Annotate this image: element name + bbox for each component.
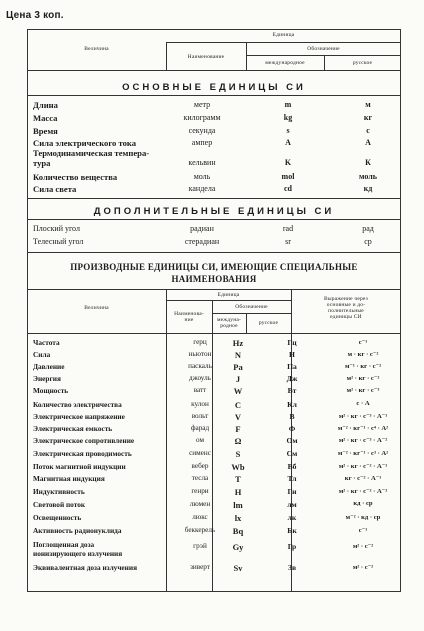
international-symbol-cell: kg (283, 113, 293, 122)
unit-name-cell: моль (193, 172, 211, 181)
unit-name-cell: сименс (189, 449, 211, 457)
unit-name-cell: грэй (193, 542, 207, 550)
quantity-cell: Длина (33, 100, 58, 110)
international-symbol-cell: rad (282, 224, 294, 233)
russian-symbol-cell: Гр (287, 542, 297, 551)
international-symbol-cell: cd (284, 184, 292, 193)
russian-symbol-cell: Кл (287, 400, 297, 409)
unit-name-cell: фарад (190, 424, 210, 432)
quantity-cell: Телесный угол (33, 237, 84, 246)
header-russian: русское (352, 60, 373, 66)
international-symbol-cell: Ω (234, 436, 242, 446)
quantity-cell: Количество вещества (33, 172, 118, 182)
divider (166, 42, 401, 43)
section-title-basic: ОСНОВНЫЕ ЕДИНИЦЫ СИ (122, 82, 306, 93)
international-symbol-cell: A (285, 138, 291, 147)
russian-symbol-cell: Дж (286, 374, 298, 383)
international-symbol-cell: mol (281, 172, 295, 181)
quantity-cell: Сила электрического тока (33, 138, 136, 148)
quantity-cell: Время (33, 126, 58, 136)
unit-name-cell: метр (193, 100, 211, 109)
russian-symbol-cell: м (365, 100, 371, 109)
russian-symbol-cell: Ф (288, 424, 296, 433)
unit-name-cell: ампер (191, 138, 213, 147)
russian-symbol-cell: с (366, 126, 370, 135)
international-symbol-cell: sr (285, 237, 291, 246)
quantity-cell: Световой поток (33, 500, 86, 509)
header-international: международное (265, 60, 305, 66)
unit-name-cell: ньютон (188, 350, 212, 358)
si-expression-cell: м² · кг · с⁻² · А⁻¹ (338, 463, 388, 470)
international-symbol-cell: Hz (232, 338, 244, 348)
russian-symbol-cell: Вб (287, 462, 297, 471)
unit-name-cell: ом (195, 436, 204, 444)
russian-symbol-cell: К (365, 158, 371, 167)
quantity-cell: Активность радионуклида (33, 526, 122, 535)
russian-symbol-cell: См (286, 449, 298, 458)
unit-name-cell: зиверт (190, 563, 210, 571)
russian-symbol-cell: лм (287, 500, 297, 509)
russian-symbol-cell: Бк (287, 526, 297, 535)
si-expression-cell: м² · с⁻² (352, 564, 374, 571)
header-unit: Единица (272, 32, 295, 38)
unit-name-cell: вольт (191, 412, 209, 420)
unit-name-cell: тесла (191, 474, 209, 482)
header-name: Наименование (187, 54, 225, 60)
quantity-cell: Масса (33, 113, 58, 123)
si-expression-cell: м⁻² · кд · ср (345, 514, 381, 521)
international-symbol-cell: T (235, 474, 241, 484)
unit-name-cell: килограмм (183, 113, 221, 122)
quantity-cell: Термодинамическая темпера- тура (33, 148, 150, 168)
si-expression-cell: м² · кг · с⁻³ · А⁻² (338, 437, 388, 444)
divider (27, 219, 401, 220)
russian-symbol-cell: Тл (287, 474, 297, 483)
international-symbol-cell: N (234, 350, 242, 360)
russian-symbol-cell: рад (362, 224, 374, 233)
international-symbol-cell: m (284, 100, 292, 109)
header-unit: Единица (217, 292, 240, 298)
international-symbol-cell: J (235, 374, 241, 384)
si-expression-cell: м² · с⁻² (352, 543, 374, 550)
quantity-cell: Поток магнитной индукции (33, 462, 126, 471)
unit-name-cell: беккерель (184, 526, 216, 534)
si-expression-cell: м² · кг · с⁻² · А⁻² (338, 488, 388, 495)
international-symbol-cell: s (286, 126, 290, 135)
russian-symbol-cell: Н (289, 350, 295, 359)
unit-name-cell: генри (191, 487, 209, 495)
section-title-derived: ПРОИЗВОДНЫЕ ЕДИНИЦЫ СИ, ИМЕЮЩИЕ СПЕЦИАЛЬНЫЕ НАИМЕНОВАНИЯ (70, 262, 358, 284)
si-expression-cell: м⁻² · кг⁻¹ · с⁴ · А² (337, 425, 389, 432)
russian-symbol-cell: Ом (286, 436, 298, 445)
international-symbol-cell: lm (233, 500, 243, 510)
quantity-cell: Давление (33, 362, 65, 371)
header-russian: русское (258, 320, 279, 326)
international-symbol-cell: Pa (233, 362, 243, 372)
international-symbol-cell: F (235, 424, 241, 434)
si-expression-cell: кд · ср (353, 500, 373, 507)
quantity-cell: Сила света (33, 184, 77, 194)
quantity-cell: Поглощенная доза ионизирующего излучения (33, 540, 123, 558)
quantity-cell: Электрическая емкость (33, 424, 113, 433)
russian-symbol-cell: А (365, 138, 371, 147)
si-expression-cell: с⁻¹ (358, 527, 368, 534)
russian-symbol-cell: Зв (287, 563, 297, 572)
international-symbol-cell: S (235, 449, 241, 459)
header-international: междуна- родное (216, 317, 242, 329)
unit-name-cell: секунда (188, 126, 216, 135)
quantity-cell: Эквивалентная доза излучения (33, 563, 138, 572)
divider (27, 289, 401, 290)
divider (27, 70, 401, 71)
unit-name-cell: люкс (192, 513, 208, 521)
international-symbol-cell: V (234, 412, 242, 422)
divider (27, 333, 401, 334)
quantity-cell: Частота (33, 338, 60, 347)
si-expression-cell: кг · с⁻² · А⁻¹ (344, 475, 382, 482)
russian-symbol-cell: кг (363, 113, 373, 122)
international-symbol-cell: K (284, 158, 292, 167)
international-symbol-cell: Sv (233, 563, 243, 573)
russian-symbol-cell: Вт (287, 386, 297, 395)
international-symbol-cell: C (234, 400, 242, 410)
unit-name-cell: радиан (190, 224, 214, 233)
international-symbol-cell: lx (234, 513, 242, 523)
international-symbol-cell: H (234, 487, 242, 497)
divider (166, 300, 291, 301)
russian-symbol-cell: Гц (287, 338, 297, 347)
divider (212, 313, 291, 314)
russian-symbol-cell: Гн (287, 487, 297, 496)
si-expression-cell: м · кг · с⁻² (347, 351, 379, 358)
si-expression-cell: с · А (356, 400, 370, 407)
unit-name-cell: стерадиан (184, 237, 220, 246)
header-quantity: Величина (84, 305, 109, 311)
header-name: Наименова- ние (174, 311, 204, 323)
quantity-cell: Сила (33, 350, 51, 359)
quantity-cell: Электрическая проводимость (33, 449, 132, 458)
section-title-additional: ДОПОЛНИТЕЛЬНЫЕ ЕДИНИЦЫ СИ (93, 206, 335, 217)
unit-name-cell: паскаль (188, 362, 212, 370)
page-label: Цена 3 коп. (6, 10, 64, 21)
quantity-cell: Освещенность (33, 513, 82, 522)
quantity-cell: Электрическое напряжение (33, 412, 125, 421)
russian-symbol-cell: кд (363, 184, 373, 193)
russian-symbol-cell: лк (287, 513, 297, 522)
header-quantity: Величина (84, 46, 109, 52)
si-expression-cell: м⁻¹ · кг · с⁻² (344, 363, 382, 370)
si-expression-cell: м⁻² · кг⁻¹ · с³ · А² (337, 450, 389, 457)
unit-name-cell: ватт (193, 386, 207, 394)
quantity-cell: Индуктивность (33, 487, 85, 496)
quantity-cell: Электрическое сопротивление (33, 436, 135, 445)
si-expression-cell: м² · кг · с⁻³ · А⁻¹ (338, 413, 388, 420)
international-symbol-cell: Gy (232, 542, 244, 552)
quantity-cell: Магнитная индукция (33, 474, 105, 483)
si-expression-cell: м² · кг · с⁻³ (346, 387, 380, 394)
si-expression-cell: м² · кг · с⁻² (346, 375, 380, 382)
russian-symbol-cell: ср (364, 237, 372, 246)
header-expression: Выражение через основные и до- полнительные единицы СИ (323, 296, 369, 320)
quantity-cell: Количество электричества (33, 400, 122, 409)
quantity-cell: Плоский угол (33, 224, 80, 233)
header-notation: Обозначение (235, 304, 268, 310)
divider (27, 95, 401, 96)
unit-name-cell: люмен (189, 500, 211, 508)
unit-name-cell: кулон (191, 400, 209, 408)
quantity-cell: Энергия (33, 374, 61, 383)
divider (27, 252, 401, 253)
divider (27, 198, 401, 199)
russian-symbol-cell: В (289, 412, 295, 421)
unit-name-cell: кандела (188, 184, 216, 193)
unit-name-cell: вебер (191, 462, 209, 470)
international-symbol-cell: Bq (232, 526, 244, 536)
unit-name-cell: кельвин (188, 158, 216, 167)
unit-name-cell: герц (193, 338, 207, 346)
international-symbol-cell: Wb (231, 462, 245, 472)
quantity-cell: Мощность (33, 386, 69, 395)
international-symbol-cell: W (233, 386, 243, 396)
header-notation: Обозначение (307, 46, 340, 52)
russian-symbol-cell: Па (287, 362, 297, 371)
unit-name-cell: джоуль (189, 374, 211, 382)
si-expression-cell: с⁻¹ (358, 339, 368, 346)
russian-symbol-cell: моль (359, 172, 377, 181)
